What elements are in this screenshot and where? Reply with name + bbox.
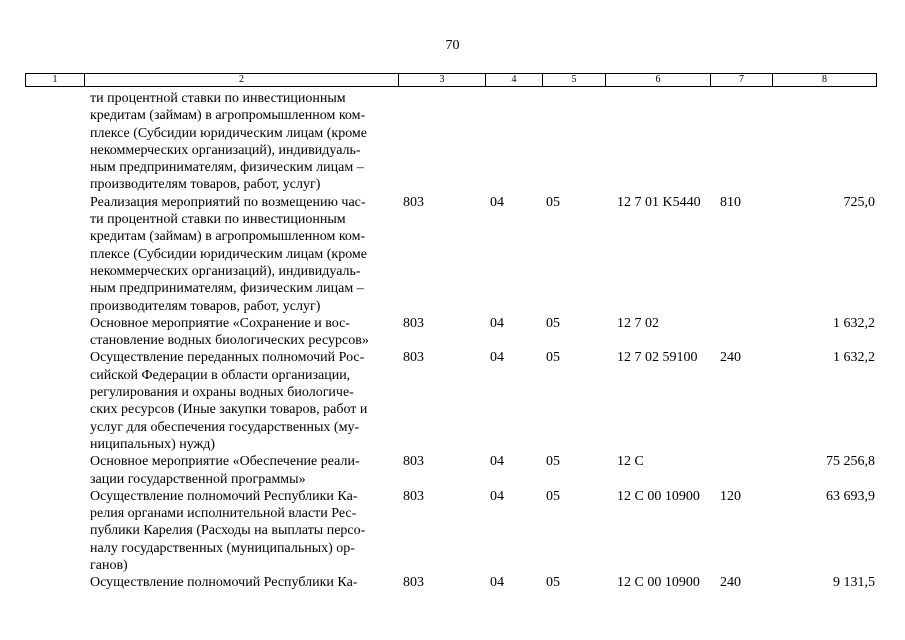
column-number-1: 1 [26, 74, 85, 87]
description-line: производителям товаров, работ, услуг) [90, 177, 321, 193]
column-number-7: 7 [711, 74, 773, 87]
ministry-code: 803 [403, 575, 424, 591]
description-line: ти процентной ставки по инвестиционным [90, 212, 346, 228]
item-description [90, 349, 395, 453]
ministry-code: 803 [403, 315, 424, 331]
table-row [0, 349, 905, 453]
description-line: услуг для обеспечения государственных (му- [90, 419, 360, 435]
target-article-code: 12 7 02 59100 [617, 350, 698, 366]
section-code: 04 [490, 454, 504, 470]
target-article-code: 12 С 00 10900 [617, 575, 700, 591]
ministry-code: 803 [403, 454, 424, 470]
item-description [90, 453, 395, 488]
table-row [0, 488, 905, 574]
item-description [90, 194, 395, 315]
amount-value: 75 256,8 [826, 454, 875, 470]
table-row [0, 90, 905, 194]
description-line: производителям товаров, работ, услуг) [90, 298, 321, 314]
description-line: Осуществление полномочий Республики Ка- [90, 575, 358, 591]
description-line: кредитам (займам) в агропромышленном ком- [90, 108, 366, 124]
target-article-code: 12 С [617, 454, 644, 470]
description-line: становление водных биологических ресурсов» [90, 333, 369, 349]
item-description [90, 90, 395, 194]
amount-value: 63 693,9 [826, 488, 875, 504]
subsection-code: 05 [546, 350, 560, 366]
description-line: Осуществление полномочий Республики Ка- [90, 488, 358, 504]
amount-value: 1 632,2 [833, 315, 875, 331]
target-article-code: 12 7 01 K5440 [617, 194, 701, 210]
column-header-table [25, 73, 877, 87]
description-line: ным предпринимателям, физическим лицам – [90, 160, 364, 176]
description-line: Основное мероприятие «Сохранение и вос- [90, 315, 350, 331]
description-line: зации государственной программы» [90, 471, 306, 487]
ministry-code: 803 [403, 488, 424, 504]
amount-value: 1 632,2 [833, 350, 875, 366]
description-line: плексе (Субсидии юридическим лицам (кроме [90, 125, 367, 141]
expense-type-code: 120 [720, 488, 741, 504]
description-line: плексе (Субсидии юридическим лицам (кроме [90, 246, 367, 262]
column-number-6: 6 [606, 74, 711, 87]
expense-type-code: 240 [720, 350, 741, 366]
description-line: ских ресурсов (Иные закупки товаров, работ и [90, 402, 368, 418]
table-row [0, 315, 905, 350]
description-line: ти процентной ставки по инвестиционным [90, 91, 346, 106]
subsection-code: 05 [546, 454, 560, 470]
subsection-code: 05 [546, 315, 560, 331]
description-line: ным предпринимателям, физическим лицам – [90, 281, 364, 297]
expense-type-code: 810 [720, 194, 741, 210]
description-line: ниципальных) нужд) [90, 436, 215, 452]
column-number-3: 3 [399, 74, 486, 87]
description-line: сийской Федерации в области организации, [90, 367, 351, 383]
section-code: 04 [490, 575, 504, 591]
description-line: Основное мероприятие «Обеспечение реали- [90, 454, 360, 470]
description-line: публики Карелия (Расходы на выплаты персо- [90, 523, 366, 539]
description-line: Осуществление переданных полномочий Рос- [90, 350, 365, 366]
description-line: Реализация мероприятий по возмещению час- [90, 194, 366, 210]
subsection-code: 05 [546, 575, 560, 591]
item-description [90, 315, 395, 350]
item-description [90, 488, 395, 574]
table-row [0, 194, 905, 315]
ministry-code: 803 [403, 194, 424, 210]
section-code: 04 [490, 315, 504, 331]
target-article-code: 12 7 02 [617, 315, 659, 331]
subsection-code: 05 [546, 488, 560, 504]
section-code: 04 [490, 194, 504, 210]
amount-value: 725,0 [843, 194, 875, 210]
column-number-2: 2 [85, 74, 399, 87]
description-line: некоммерческих организаций), индивидуаль- [90, 263, 361, 279]
item-description [90, 574, 395, 591]
expense-type-code: 240 [720, 575, 741, 591]
section-code: 04 [490, 488, 504, 504]
description-line: регулирования и охраны водных биологиче- [90, 385, 354, 401]
description-line: некоммерческих организаций), индивидуаль- [90, 142, 361, 158]
description-line: ганов) [90, 558, 128, 574]
budget-table-body [0, 90, 905, 592]
table-row [0, 453, 905, 488]
description-line: кредитам (займам) в агропромышленном ком- [90, 229, 366, 245]
table-row [0, 574, 905, 591]
target-article-code: 12 С 00 10900 [617, 488, 700, 504]
section-code: 04 [490, 350, 504, 366]
column-number-5: 5 [543, 74, 606, 87]
description-line: релия органами исполнительной власти Рес- [90, 506, 357, 522]
subsection-code: 05 [546, 194, 560, 210]
column-number-8: 8 [773, 74, 877, 87]
description-line: налу государственных (муниципальных) ор- [90, 540, 355, 556]
amount-value: 9 131,5 [833, 575, 875, 591]
page-number: 70 [445, 38, 460, 53]
column-number-4: 4 [486, 74, 543, 87]
ministry-code: 803 [403, 350, 424, 366]
